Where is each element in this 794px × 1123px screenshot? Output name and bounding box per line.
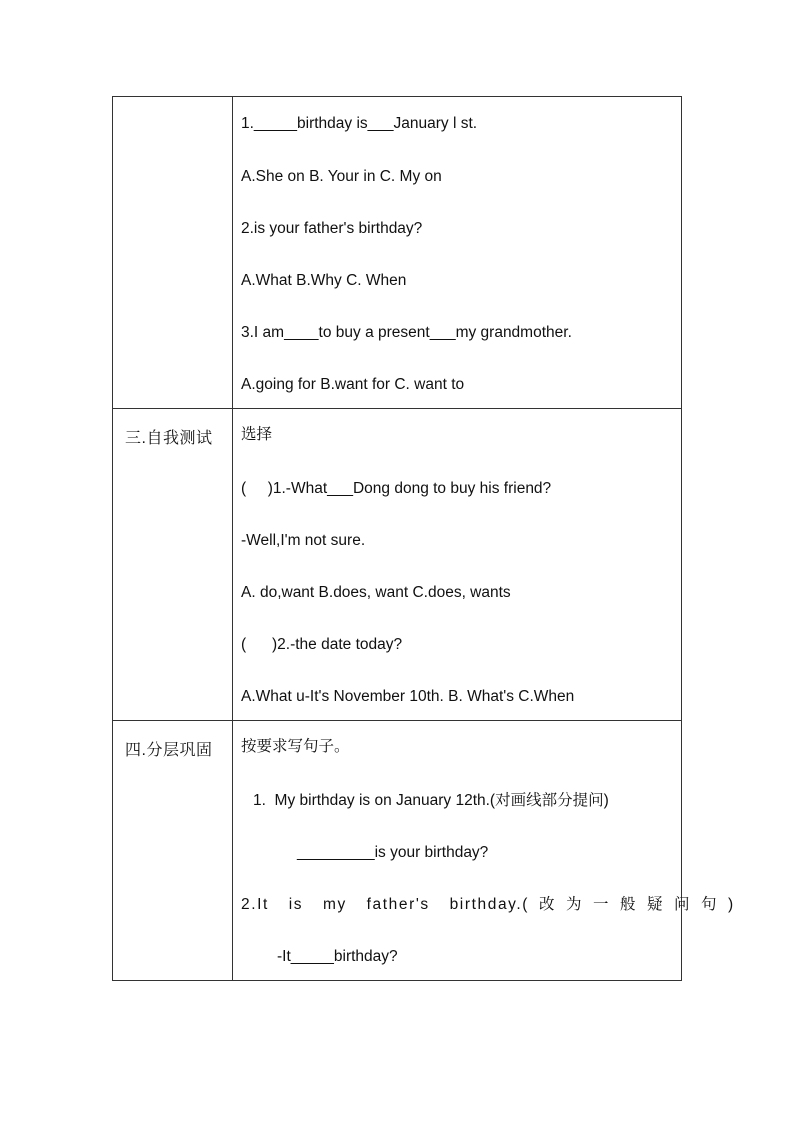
instruction-line: 按要求写句子。 xyxy=(241,738,350,755)
options-line: A.What u-It's November 10th. B. What's C.When xyxy=(241,688,575,705)
table-row xyxy=(113,409,682,721)
section-label: 三.自我测试 xyxy=(125,430,213,447)
section-content-cell xyxy=(233,97,682,409)
section-label-cell xyxy=(113,97,233,409)
answer-line: -Well,I'm not sure. xyxy=(241,532,366,549)
question-line: 2.It is my father's birthday.( 改 为 一 般 疑 问 句 ) xyxy=(241,896,735,913)
section-content-cell xyxy=(233,409,682,721)
table-row xyxy=(113,97,682,409)
section-label-cell xyxy=(113,409,233,721)
answer-blank-line: -It_____birthday? xyxy=(277,948,398,965)
question-line: ( )1.-What___Dong dong to buy his friend? xyxy=(241,480,552,497)
worksheet-table xyxy=(112,96,735,981)
section-label-cell xyxy=(113,721,233,981)
options-line: A.What B.Why C. When xyxy=(241,272,407,289)
table-row xyxy=(113,721,682,981)
options-line: A.She on B. Your in C. My on xyxy=(241,168,442,185)
section-label: 四.分层巩固 xyxy=(125,742,213,759)
question-line: ( )2.-the date today? xyxy=(241,636,403,653)
question-line: 1._____birthday is___January l st. xyxy=(241,115,478,132)
options-line: A.going for B.want for C. want to xyxy=(241,376,465,393)
options-line: A. do,want B.does, want C.does, wants xyxy=(241,584,511,601)
question-line: 3.I am____to buy a present___my grandmother. xyxy=(241,324,572,341)
question-line: 2.is your father's birthday? xyxy=(241,220,423,237)
instruction-line: 选择 xyxy=(241,426,273,443)
answer-blank-line: _________is your birthday? xyxy=(297,844,489,861)
section-label xyxy=(113,97,232,117)
question-line: 1. My birthday is on January 12th.(对画线部分提问) xyxy=(253,792,609,809)
section-content-cell xyxy=(233,721,735,981)
